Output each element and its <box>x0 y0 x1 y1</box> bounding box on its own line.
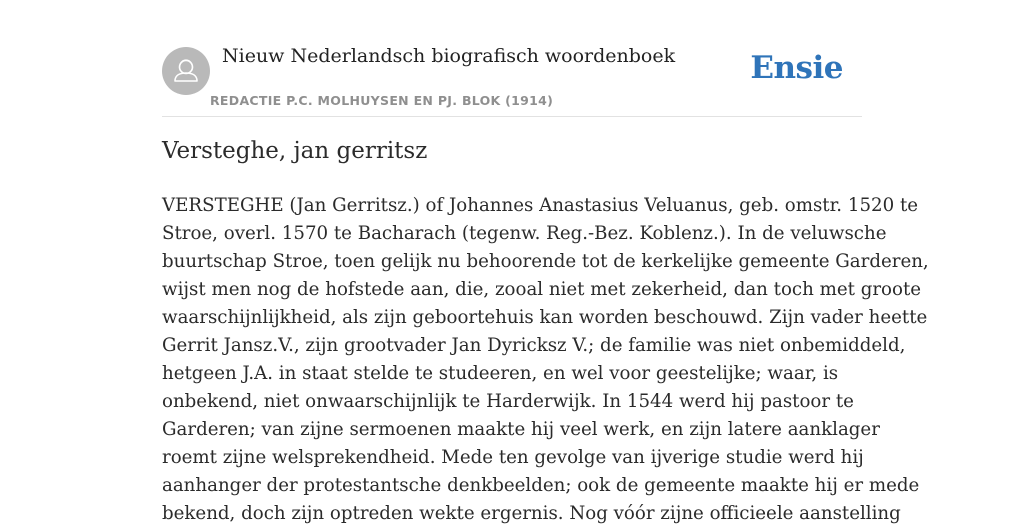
source-editors-subtitle: REDACTIE P.C. MOLHUYSEN EN PJ. BLOK (1914) <box>210 93 554 108</box>
entry-text-line: onbekend, niet onwaarschijnlijk te Harderwijk. In 1544 werd hij pastoor te <box>162 391 854 412</box>
entry-text-line: hetgeen J.A. in staat stelde te studeeren, en wel voor geestelijke; waar, is <box>162 363 839 384</box>
entry-text-line: VERSTEGHE (Jan Gerritsz.) of Johannes Anastasius Veluanus, geb. omstr. 1520 te <box>162 195 919 216</box>
entry-text-line: wijst men nog de hofstede aan, die, zooal niet met zekerheid, dan toch met groote <box>162 279 922 300</box>
source-title-link[interactable]: Nieuw Nederlandsch biografisch woordenboek <box>222 45 676 67</box>
ensie-logo[interactable]: Ensie <box>750 50 843 86</box>
entry-text-line: Garderen; van zijne sermoenen maakte hij veel werk, en zijn latere aanklager <box>162 419 880 440</box>
user-avatar-icon[interactable] <box>162 47 210 95</box>
entry-text-line: buurtschap Stroe, toen gelijk nu behoorende tot de kerkelijke gemeente Garderen, <box>162 251 929 272</box>
entry-text-line: Gerrit Jansz.V., zijn grootvader Jan Dyricksz V.; de familie was niet onbemiddeld, <box>162 335 906 356</box>
entry-text-line: bekend, doch zijn optreden wekte ergernis. Nog vóór zijne officieele aanstelling <box>162 503 901 524</box>
source-header <box>162 0 862 117</box>
entry-text-line: waarschijnlijkheid, als zijn geboortehuis kan worden beschouwd. Zijn vader heette <box>162 307 928 328</box>
entry-text-line: Stroe, overl. 1570 te Bacharach (tegenw. Reg.-Bez. Koblenz.). In de veluwsche <box>162 223 887 244</box>
entry-body <box>162 192 929 528</box>
entry-text-line: aanhanger der protestantsche denkbeelden; ook de gemeente maakte hij er mede <box>162 475 920 496</box>
entry-text-line: roemt zijne welsprekendheid. Mede ten gevolge van ijverige studie werd hij <box>162 447 864 468</box>
user-silhouette-icon <box>162 47 210 95</box>
entry-title: Versteghe, jan gerritsz <box>162 138 428 164</box>
